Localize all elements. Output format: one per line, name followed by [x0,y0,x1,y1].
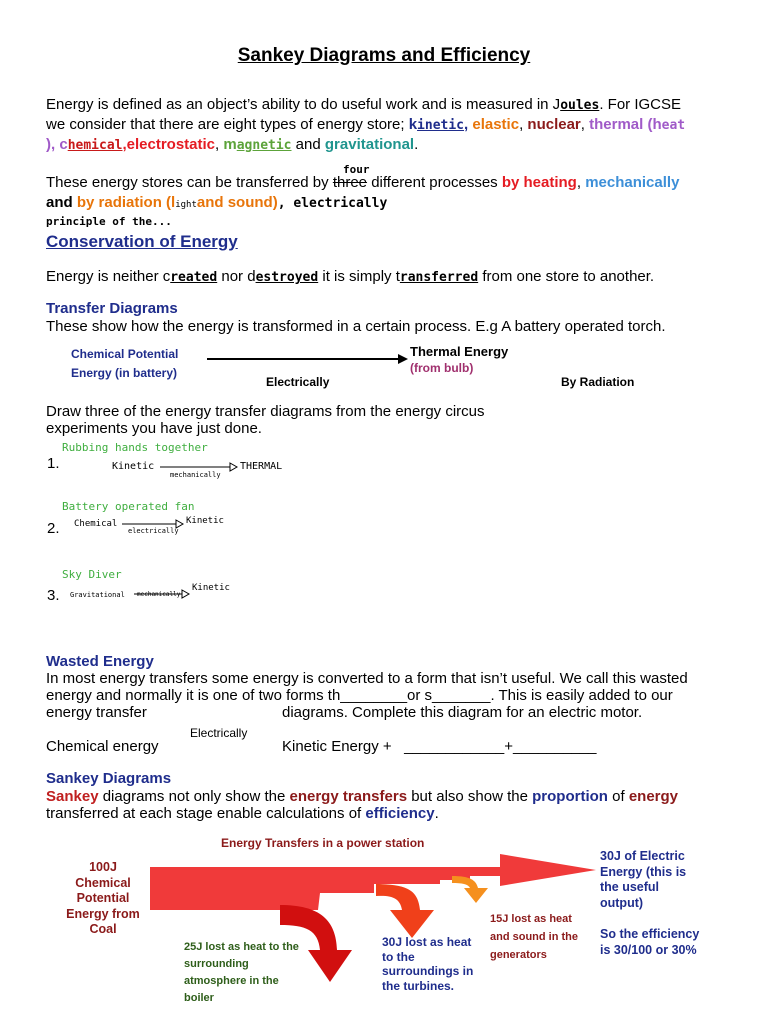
transfer-text: different processes [367,174,502,191]
torch-arrow [205,352,410,366]
example-1-title: Rubbing hands together [62,441,208,454]
handwritten-destroyed: estroyed [255,270,319,285]
efficiency-word: efficiency [365,805,435,822]
motor-via: Electrically [190,726,248,740]
example-3-via: mechanically [137,591,181,598]
sep: . [414,136,419,153]
sankey-loss3-label [490,910,578,964]
magnetic-initial: m [223,136,237,153]
example-3-to: Kinetic [192,583,230,593]
wasted-line-2: energy and normally it is one of two forms th________or s_______. This is easily added to our [46,687,673,704]
example-2-to: Kinetic [186,516,224,526]
struck-three: three [332,174,368,191]
intro-text: we consider that there are eight types of energy store; [46,116,409,133]
page-title: Sankey Diagrams and Efficiency [237,45,531,66]
example-1-from: Kinetic [112,461,155,472]
gravitational-label: gravitational [324,136,415,153]
sankey-text: of [607,788,629,805]
wasted-line-3b: diagrams. Complete this diagram for an electric motor. [282,704,643,721]
sankey-heading: Sankey Diagrams [46,770,172,787]
input-line: 100J [89,860,117,874]
sankey-text: transferred at each stage enable calculations of [46,805,366,822]
loss1-line: boiler [184,992,214,1004]
conservation-text: it is simply t [318,268,400,285]
wasted-line-3a: energy transfer [46,704,147,721]
sankey-text: but also show the [407,788,533,805]
conservation-line [46,267,766,287]
sankey-loss-turbines [376,884,434,938]
sankey-input-label [58,860,148,938]
example-2-from: Chemical [74,519,118,529]
handwritten-light: ight [175,200,197,210]
by-heating-label: by heating [501,174,577,191]
loss3-line: 15J lost as heat [490,913,572,925]
intro-line-3 [46,135,766,155]
example-3-title: Sky Diver [62,568,122,581]
thermal-close: ), c [46,136,68,153]
motor-from: Chemical energy [46,738,159,755]
handwritten-heat: eat [661,118,686,133]
example-2-via: electrically [128,527,179,535]
handwritten-chemical: hemical [67,138,123,153]
conservation-heading: Conservation of Energy [46,232,238,251]
wasted-heading: Wasted Energy [46,653,154,670]
example-2-title: Battery operated fan [62,500,195,513]
handwritten-created: reated [170,270,218,285]
input-line: Chemical [75,875,131,890]
torch-via-radiation: By Radiation [561,375,635,389]
conservation-text: Energy is neither c [46,268,171,285]
handwritten-four: four [343,163,370,176]
example-3-from: Gravitational [70,591,125,599]
sankey-output-label [600,849,686,911]
handwritten-principle: principle of the... [46,215,172,228]
and-label: and [46,194,77,211]
efficiency-line: is 30/100 or 30% [600,942,697,957]
conservation-text: nor d [217,268,256,285]
elastic-label: elastic [472,116,520,133]
motor-to: Kinetic Energy + ____________+__________ [282,738,597,755]
exercise-line-1: Draw three of the energy transfer diagrams from the energy circus [46,403,485,420]
input-line: Coal [89,922,117,936]
handwritten-transferred: ransferred [399,270,479,285]
intro-line-1 [46,95,746,115]
by-radiation-label: by radiation (l [76,194,176,211]
sankey-text: diagrams not only show the [98,788,290,805]
intro-text: . For IGCSE [599,96,682,113]
sankey-loss1-label [184,939,299,1007]
transfer-diagrams-heading: Transfer Diagrams [46,300,178,317]
sankey-main-band [150,854,596,910]
output-line: output) [600,895,644,910]
sankey-line-2 [46,804,766,823]
output-line: the useful [600,880,660,894]
sep: , [576,174,586,191]
example-2-number: 2. [47,520,60,537]
conservation-text: from one store to another. [478,268,655,285]
transfer-diagrams-text: These show how the energy is transformed in a certain process. E.g A battery operated torch. [46,318,666,335]
sep: , [580,116,590,133]
loss2-line: to the [382,949,415,964]
loss2-line: 30J lost as heat [382,935,472,949]
output-line: Energy (this is [600,864,687,879]
loss3-line: generators [490,949,547,961]
energy-word: energy [628,788,679,805]
kinetic-initial: k [408,116,418,133]
sound-label: and sound) [196,194,278,211]
torch-from [71,345,178,383]
intro-line-2 [46,115,766,135]
torch-to-sub: (from bulb) [410,361,474,375]
torch-from-2: Energy (in battery) [71,366,178,380]
example-1-number: 1. [47,455,60,472]
torch-to: Thermal Energy [410,344,509,359]
sep: and [291,136,325,153]
example-1-to: THERMAL [240,461,283,472]
sankey-title: Energy Transfers in a power station [221,836,425,850]
loss2-line: the turbines. [382,978,455,993]
loss1-line: atmosphere in the [184,975,279,987]
input-line: Potential [76,891,130,905]
sankey-word: Sankey [46,788,99,805]
intro-text: Energy is defined as an object’s ability to do useful work and is measured in J [46,96,561,113]
sankey-text: . [434,805,439,822]
example-1-via: mechanically [170,471,221,479]
sankey-efficiency-label [600,927,699,958]
nuclear-label: nuclear [527,116,581,133]
loss1-line: 25J lost as heat to the [184,941,299,953]
wasted-line-1: In most energy transfers some energy is converted to a form that isn’t useful. We call this wasted [46,670,688,687]
mechanically-label: mechanically [585,174,680,191]
input-line: Energy from [66,906,140,921]
exercise-line-2: experiments you have just done. [46,420,262,437]
loss3-line: and sound in the [490,931,578,943]
handwritten-kinetic: inetic [417,118,465,133]
handwritten-magnetic: agnetic [236,138,292,153]
electrostatic-label: ,electrostatic [122,136,216,153]
torch-via-electrically: Electrically [266,375,330,389]
thermal-label: thermal (h [589,116,662,133]
proportion-word: proportion [532,788,608,805]
handwritten-joules: oules [560,98,600,113]
sep: , [215,136,224,153]
loss1-line: surrounding [184,958,249,970]
torch-from-1: Chemical Potential [71,347,179,361]
efficiency-line: So the efficiency [600,927,700,941]
energy-transfers-word: energy transfers [289,788,408,805]
sep: , [464,116,473,133]
handwritten-electrically: , electrically [277,196,388,211]
transfer-line-1 [46,173,766,192]
sankey-loss2-label [382,935,473,993]
transfer-text: These energy stores can be transferred by [46,174,333,191]
loss2-line: surroundings in [382,964,474,978]
example-3-number: 3. [47,587,60,604]
sankey-loss-generators [452,876,488,903]
output-line: 30J of Electric [600,849,685,863]
sep: , [519,116,528,133]
transfer-line-2 [46,193,766,215]
